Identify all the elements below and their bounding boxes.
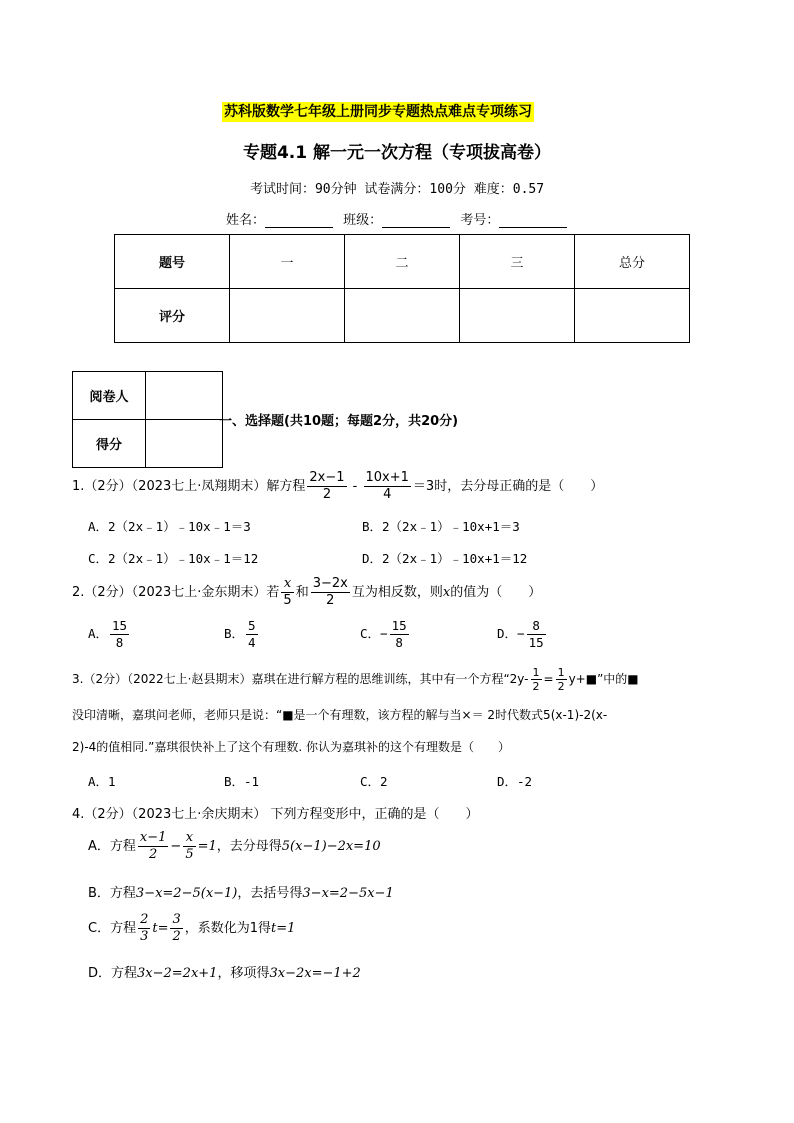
q1-prefix: 1.（2分）（2023七上·凤翔期末）解方程 — [72, 479, 306, 494]
q2-frac2-den: 2 — [326, 593, 335, 608]
q4-C-frac-2 — [170, 912, 182, 945]
q4-A-f1-den: 2 — [149, 847, 158, 862]
q3-frac-2 — [556, 666, 567, 693]
q3-f1-num: 1 — [532, 666, 540, 679]
q2-optB-den: 4 — [248, 635, 256, 650]
q3-f2-num: 1 — [557, 666, 565, 679]
q2-var: x — [442, 585, 451, 600]
q3-option-d[interactable]: D．-2 — [497, 774, 533, 789]
grader-cell[interactable] — [146, 372, 223, 420]
q4-A-frac-2 — [183, 830, 195, 863]
q1-minus: - — [348, 479, 362, 494]
number-blank[interactable] — [499, 213, 567, 228]
q2-optB-num: 5 — [248, 618, 256, 633]
grader-score-cell[interactable] — [146, 420, 223, 468]
exam-info: 考试时间：90分钟 试卷满分：100分 难度：0.57 — [249, 182, 545, 197]
q3-f1-den: 2 — [532, 680, 540, 693]
q4-D-eq: 3x−2=2x+1 — [137, 966, 218, 981]
q2-fraction-2 — [311, 576, 350, 609]
grader-score-label: 得分 — [73, 420, 146, 468]
q1-fraction-1 — [307, 470, 346, 503]
q2-optD-den: 15 — [528, 635, 544, 650]
q1-frac1-num: 2x−1 — [309, 470, 345, 485]
score-header-cell: 题号 — [115, 235, 230, 289]
q4-A-frac-1 — [138, 830, 169, 863]
q1-frac1-den: 2 — [322, 487, 332, 502]
q3-option-b[interactable]: B．-1 — [224, 774, 260, 789]
q2-frac1-num: x — [281, 576, 293, 593]
q4-C-res: t=1 — [271, 921, 296, 936]
q3-eq: = — [543, 672, 554, 686]
q4-option-a[interactable] — [88, 830, 381, 863]
q2-optB-label: B． — [224, 626, 245, 641]
score-header-cell: 一 — [230, 235, 345, 289]
q1-frac2-den: 4 — [383, 487, 392, 502]
q2-suffix-a: 互为相反数，则 — [351, 585, 443, 600]
question-3-line-1 — [72, 666, 639, 693]
q4-C-f1-num: 2 — [140, 912, 149, 927]
q4-A-minus: − — [170, 839, 182, 854]
q2-optC-den: 8 — [395, 635, 403, 650]
class-label: 班级： — [343, 213, 383, 228]
q4-B-mid: ，去括号得 — [237, 886, 303, 901]
score-header-cell: 总分 — [575, 235, 690, 289]
q4-B-res: 3−x=2−5x−1 — [302, 886, 394, 901]
score-cell[interactable] — [230, 289, 345, 343]
score-cell[interactable] — [460, 289, 575, 343]
grader-label: 阅卷人 — [73, 372, 146, 420]
q4-A-label: A．方程 — [88, 839, 136, 854]
q2-option-b[interactable] — [224, 618, 260, 651]
grader-table — [72, 371, 223, 468]
q2-optC-frac — [390, 618, 409, 651]
q4-B-label: B．方程 — [88, 886, 136, 901]
grader-score-row — [73, 420, 223, 468]
q4-B-eq: 3−x=2−5(x−1) — [135, 886, 238, 901]
q2-frac2-num: 3−2x — [312, 576, 348, 591]
q4-C-t: t= — [152, 921, 169, 936]
q3-option-c[interactable]: C．2 — [360, 774, 388, 789]
q4-D-mid: ，移项得 — [217, 966, 270, 981]
q4-D-label: D．方程 — [88, 966, 138, 981]
q3-option-a[interactable]: A．1 — [88, 774, 116, 789]
q2-option-d[interactable] — [497, 618, 548, 651]
name-label: 姓名： — [226, 213, 266, 228]
page-title: 专题4.1 解一元一次方程（专项拔高卷） — [242, 143, 552, 163]
q3-f2-den: 2 — [557, 680, 565, 693]
q4-C-mid: ，系数化为1得 — [184, 921, 272, 936]
question-2-stem — [72, 576, 541, 609]
number-label: 考号： — [460, 213, 500, 228]
q1-fraction-2 — [364, 470, 411, 503]
question-1-stem — [72, 470, 603, 503]
score-table — [114, 234, 690, 343]
q1-option-a[interactable]: A．2（2x﹣1）﹣10x﹣1＝3 — [88, 519, 251, 534]
q2-suffix-b: 的值为（ ） — [450, 585, 542, 600]
score-table-header-row — [115, 235, 690, 289]
q2-optD-label: D．− — [497, 626, 525, 641]
q4-A-f2-den: 5 — [185, 847, 194, 862]
q1-option-b[interactable]: B．2（2x﹣1）﹣10x+1＝3 — [362, 519, 520, 534]
section-title: 一、选择题(共10题；每题2分，共20分) — [219, 414, 459, 429]
q4-A-f1-num: x−1 — [139, 830, 167, 845]
q2-optD-num: 8 — [527, 618, 546, 635]
q2-fraction-1 — [281, 576, 293, 609]
q4-C-f1-den: 3 — [140, 929, 149, 944]
q2-option-c[interactable] — [360, 618, 411, 651]
q2-prefix: 2.（2分）（2023七上·金东期末）若 — [72, 585, 280, 600]
q2-optD-frac — [527, 618, 546, 651]
q3-line1-prefix: 3.（2分）（2022七上·赵县期末）嘉琪在进行解方程的思维训练，其中有一个方程“2y- — [72, 672, 529, 686]
q4-D-res: 3x−2x=−1+2 — [269, 966, 361, 981]
q4-A-mid: ，去分母得 — [216, 839, 282, 854]
name-blank[interactable] — [265, 213, 333, 228]
q4-option-d[interactable] — [88, 962, 361, 981]
q1-option-d[interactable]: D．2（2x﹣1）﹣10x+1＝12 — [362, 551, 528, 566]
q4-C-frac-1 — [138, 912, 150, 945]
score-row-label: 评分 — [115, 289, 230, 343]
q1-option-c[interactable]: C．2（2x﹣1）﹣10x﹣1＝12 — [88, 551, 259, 566]
score-table-score-row — [115, 289, 690, 343]
q4-C-f2-num: 3 — [172, 912, 181, 927]
q2-optA-num: 15 — [112, 618, 128, 633]
q2-optA-den: 8 — [115, 635, 124, 650]
q2-option-a[interactable] — [88, 618, 131, 651]
student-info-line — [226, 209, 573, 228]
header-banner: 苏科版数学七年级上册同步专题热点难点专项练习 — [224, 104, 532, 120]
q2-optA-label: A． — [88, 626, 109, 641]
q1-suffix: ＝3时，去分母正确的是（ ） — [412, 479, 604, 494]
question-4-stem: 4.（2分）（2023七上·余庆期末） 下列方程变形中，正确的是（ ） — [72, 807, 479, 822]
q4-A-f2-num: x — [183, 830, 195, 847]
q2-optB-frac — [246, 618, 258, 651]
q3-line1-suffix: y+■”中的■ — [568, 672, 639, 686]
q4-C-label: C．方程 — [88, 921, 137, 936]
q4-A-res: 5(x−1)−2x=10 — [281, 839, 381, 854]
q2-frac1-den: 5 — [283, 593, 292, 608]
score-cell[interactable] — [575, 289, 690, 343]
q4-option-c[interactable] — [88, 912, 295, 945]
score-header-cell: 二 — [345, 235, 460, 289]
q4-option-b[interactable] — [88, 882, 394, 901]
score-header-cell: 三 — [460, 235, 575, 289]
class-blank[interactable] — [382, 213, 450, 228]
q2-mid: 和 — [295, 585, 309, 600]
q2-optC-label: C．− — [360, 626, 388, 641]
q3-frac-1 — [531, 666, 542, 693]
question-3-line-2: 没印清晰，嘉琪问老师，老师只是说：“■是一个有理数，该方程的解与当×＝ 2时代数式5(x-1)-2(x- — [72, 708, 608, 722]
score-cell[interactable] — [345, 289, 460, 343]
q4-C-f2-den: 2 — [172, 929, 181, 944]
question-3-line-3: 2)-4的值相同.”嘉琪很快补上了这个有理数. 你认为嘉琪补的这个有理数是（ ） — [72, 740, 510, 754]
q2-optC-num: 15 — [391, 618, 407, 633]
q4-A-eq: =1 — [197, 839, 217, 854]
grader-row — [73, 372, 223, 420]
q2-optA-frac — [110, 618, 129, 651]
q1-frac2-num: 10x+1 — [365, 470, 409, 485]
